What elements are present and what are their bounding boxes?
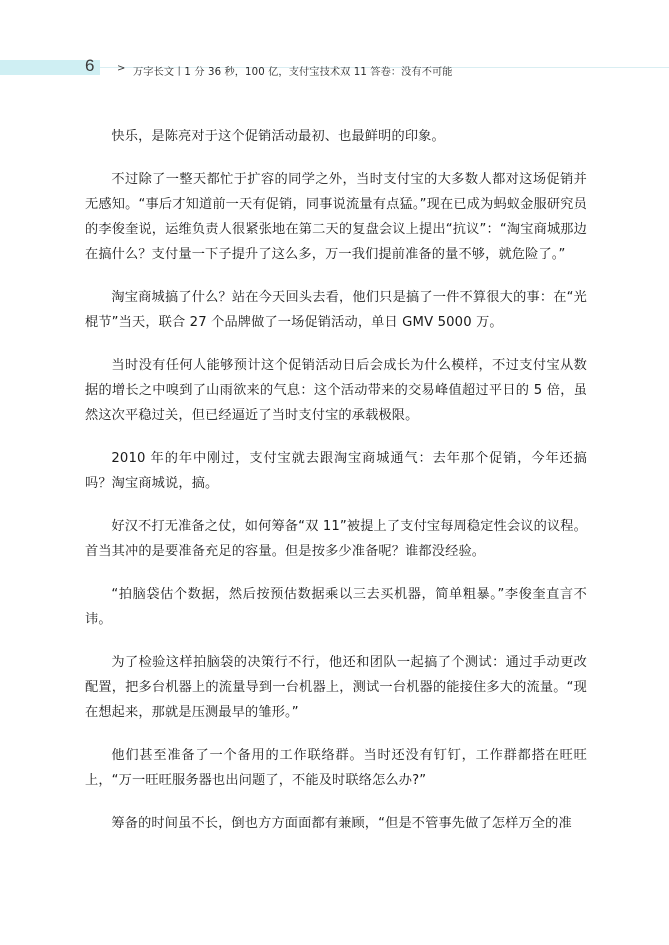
running-header — [0, 56, 669, 80]
page-number: 6 — [85, 56, 95, 75]
paragraph-5: 2010 年的年中刚过，支付宝就去跟淘宝商城通气：去年那个促销，今年还搞吗？淘宝商城说，搞。 — [85, 451, 587, 491]
header-arrow-icon: > — [117, 63, 126, 74]
paragraph-7: “拍脑袋估个数据，然后按预估数据乘以三去买机器，简单粗暴。”李俊奎直言不讳。 — [85, 587, 587, 627]
paragraph-1: 快乐，是陈亮对于这个促销活动最初、也最鲜明的印象。 — [111, 129, 445, 144]
paragraph-6: 好汉不打无准备之仗，如何筹备“双 11”被提上了支付宝每周稳定性会议的议程。首当其冲的是要准备充足的容量。但是按多少准备呢？谁都没经验。 — [85, 519, 587, 559]
article-body — [85, 124, 587, 854]
paragraph-3: 淘宝商城搞了什么？站在今天回头去看，他们只是搞了一件不算很大的事：在“光棍节”当天，联合 27 个品牌做了一场促销活动，单日 GMV 5000 万。 — [85, 290, 587, 330]
paragraph-4: 当时没有任何人能够预计这个促销活动日后会成长为什么模样，不过支付宝从数据的增长之中嗅到了山雨欲来的气息：这个活动带来的交易峰值超过平日的 5 倍，虽然这次平稳过关，但已经逼近了当时支付宝的承载极限。 — [85, 358, 587, 423]
paragraph-10: 筹备的时间虽不长，倒也方方面面都有兼顾，“但是不管事先做了怎样万全的准 — [111, 816, 572, 831]
paragraph-8: 为了检验这样拍脑袋的决策行不行，他还和团队一起搞了个测试：通过手动更改配置，把多台机器上的流量导到一台机器上，测试一台机器的能接住多大的流量。“现在想起来，那就是压测最早的雏形。” — [85, 655, 587, 720]
header-title: 万字长文丨1 分 36 秒，100 亿，支付宝技术双 11 答卷：没有不可能 — [133, 67, 453, 78]
paragraph-2: 不过除了一整天都忙于扩容的同学之外，当时支付宝的大多数人都对这场促销并无感知。“事后才知道前一天有促销，同事说流量有点猛。”现在已成为蚂蚁金服研究员的李俊奎说，运维负责人很紧张地在第二天的复盘会议上提出“抗议”：“淘宝商城那边在搞什么？支付量一下子提升了这么多，万一我们提前准备的量不够，就危险了。” — [85, 172, 587, 262]
paragraph-9: 他们甚至准备了一个备用的工作联络群。当时还没有钉钉，工作群都搭在旺旺上，“万一旺旺服务器也出问题了，不能及时联络怎么办?” — [85, 748, 587, 788]
